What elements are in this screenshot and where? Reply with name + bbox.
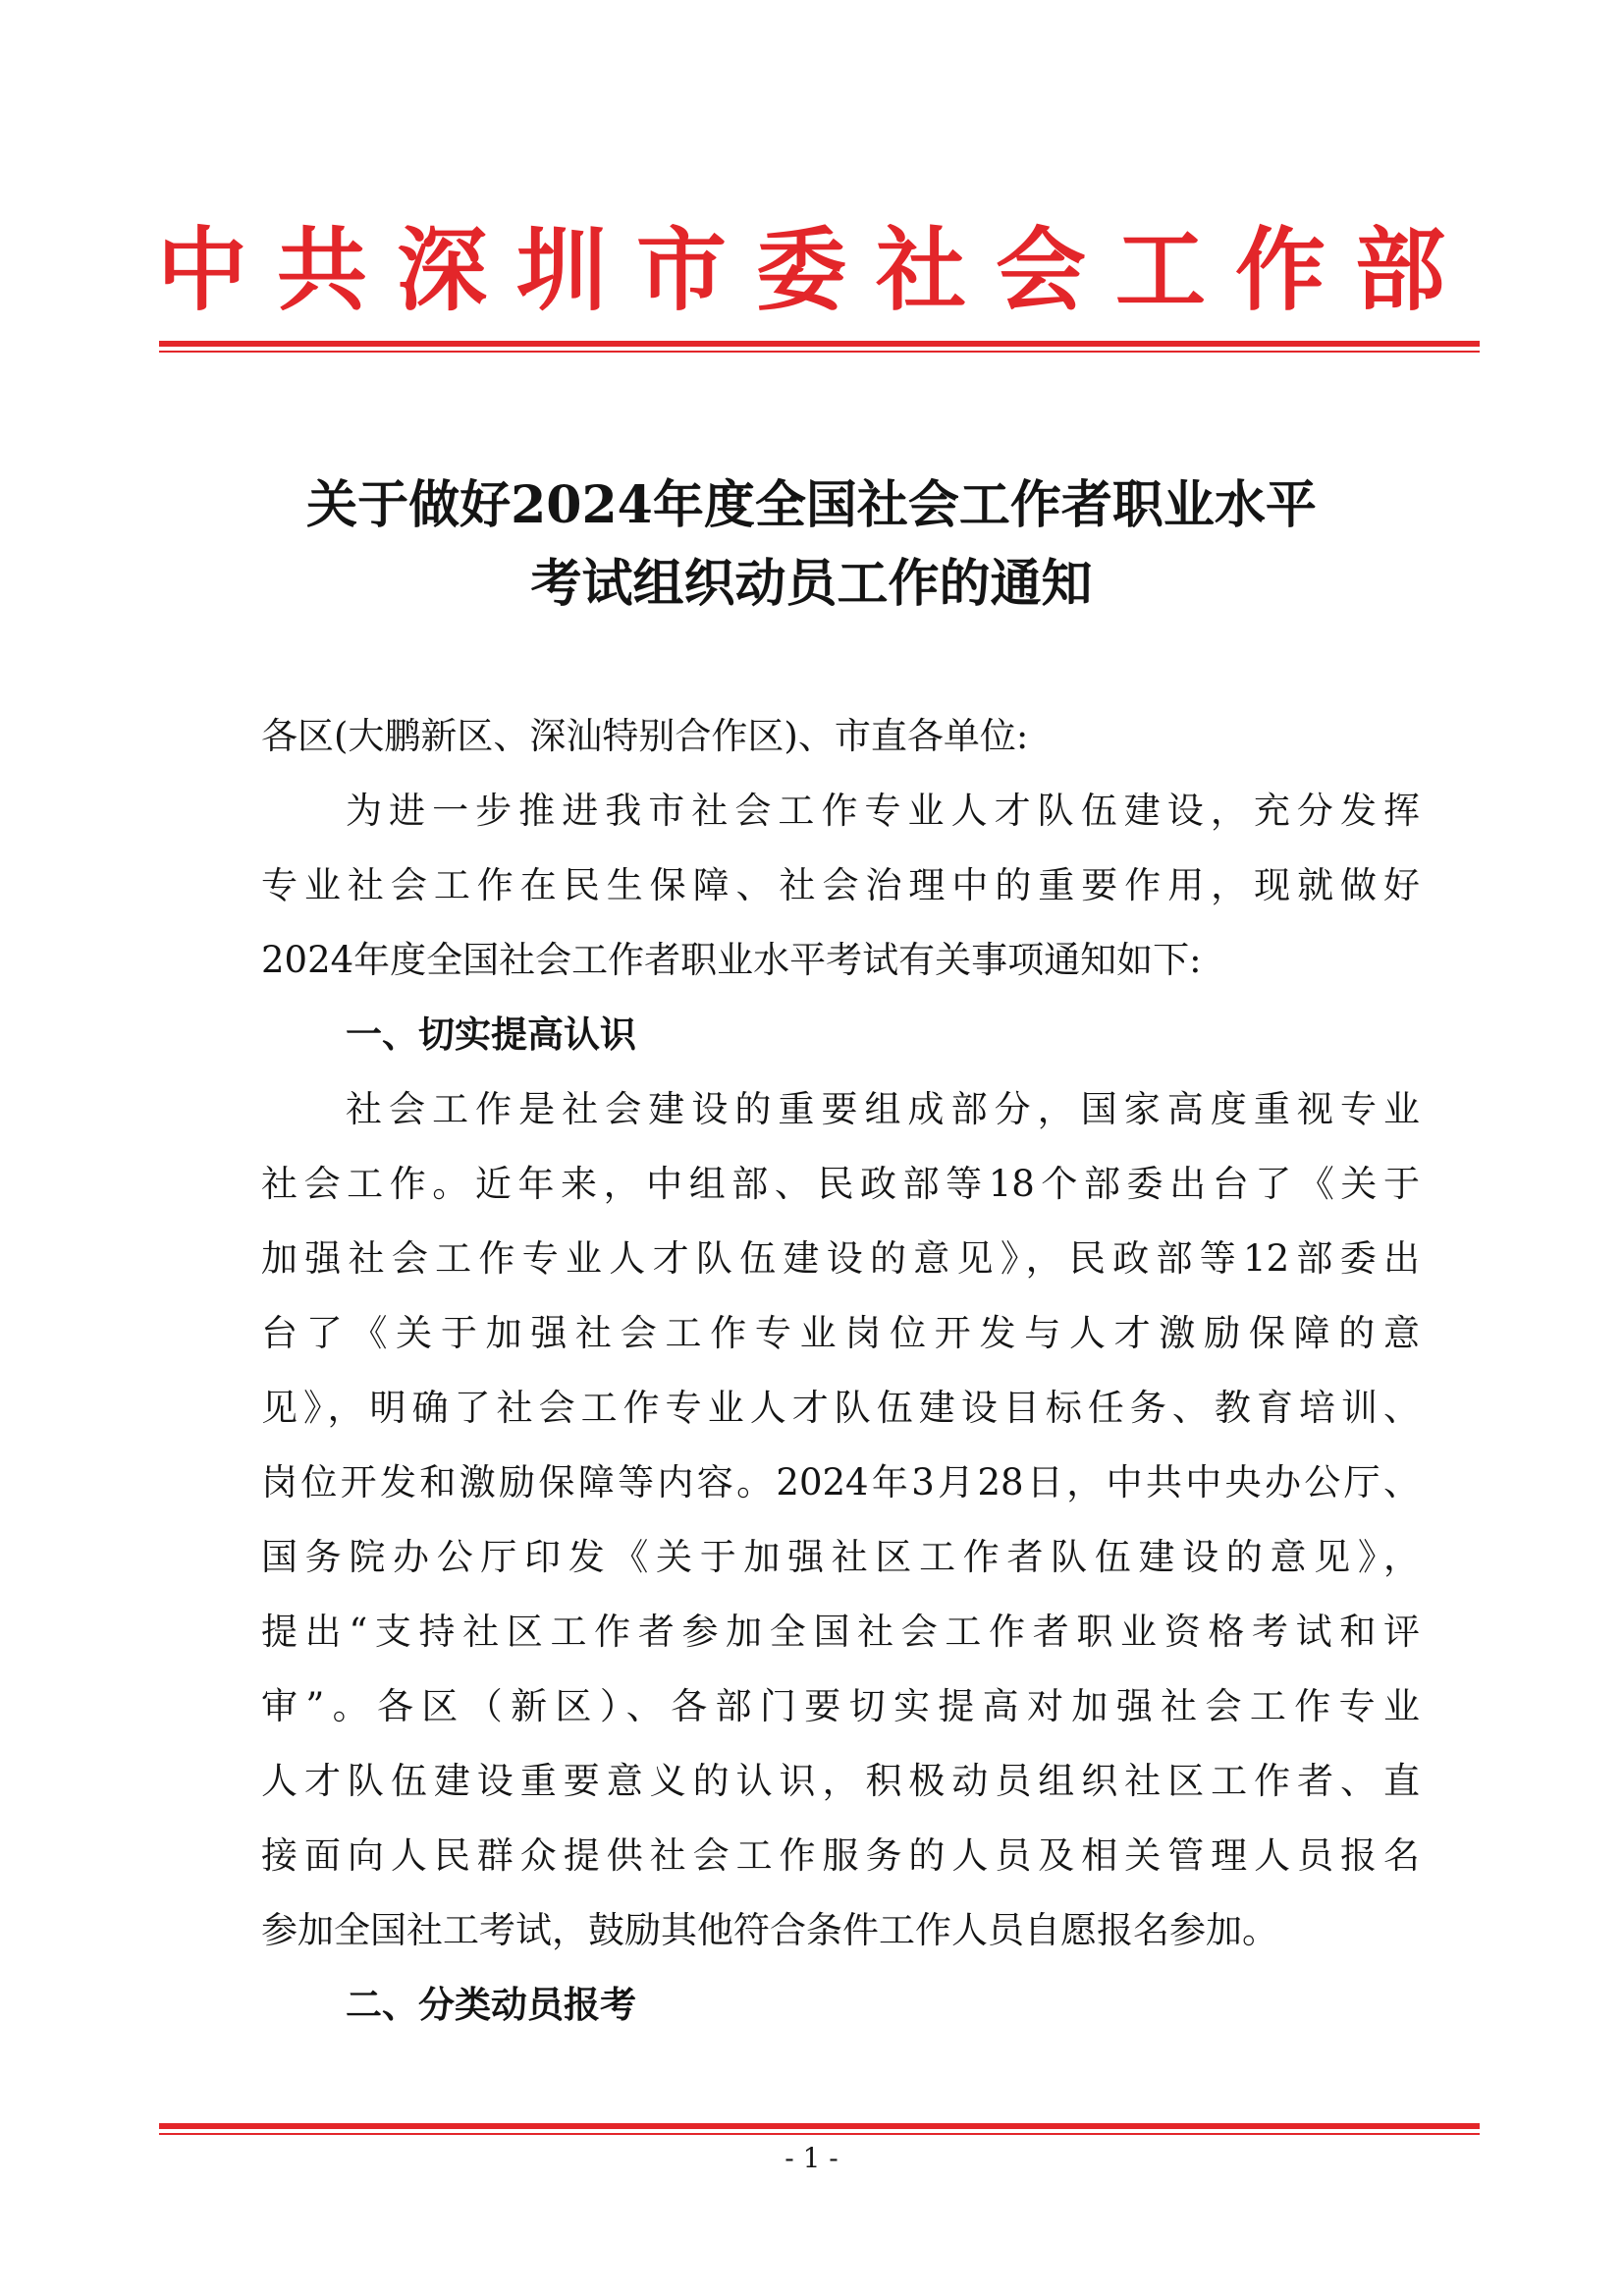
footer-divider [159,2123,1480,2135]
section1-line: 接面向人民群众提供社会工作服务的人员及相关管理人员报名 [261,1834,1420,1877]
section1-line: 国务院办公厅印发《关于加强社区工作者队伍建设的意见》， [261,1536,1420,1578]
section1-line: 提出“支持社区工作者参加全国社会工作者职业资格考试和评 [261,1611,1420,1653]
masthead-divider [159,341,1480,353]
section-heading-2: 二、分类动员报考 [346,1984,636,2026]
intro-line: 专业社会工作在民生保障、社会治理中的重要作用，现就做好 [261,864,1420,906]
section-heading-1: 一、切实提高认识 [346,1013,636,1056]
section1-line: 参加全国社工考试，鼓励其他符合条件工作人员自愿报名参加。 [261,1909,1278,1951]
section1-line: 人才队伍建设重要意义的认识，积极动员组织社区工作者、直 [261,1760,1420,1802]
page-number: - 1 - [784,2142,839,2174]
intro-line: 2024年度全国社会工作者职业水平考试有关事项通知如下: [261,939,1202,981]
section1-line: 岗位开发和激励保障等内容。2024年3月28日，中共中央办公厅、 [261,1461,1420,1503]
salutation: 各区(大鹏新区、深汕特别合作区)、市直各单位: [261,715,1029,757]
document-title [147,466,1476,624]
section1-line: 审”。各区（新区）、各部门要切实提高对加强社会工作专业 [261,1685,1420,1727]
document-title-line-1: 关于做好2024年度全国社会工作者职业水平 [306,475,1317,535]
intro-line: 为进一步推进我市社会工作专业人才队伍建设，充分发挥 [346,790,1420,832]
document-title-line-2: 考试组织动员工作的通知 [530,554,1093,614]
divider-thin-line [159,2133,1480,2135]
section1-line: 见》，明确了社会工作专业人才队伍建设目标任务、教育培训、 [261,1387,1420,1429]
section1-line: 社会工作是社会建设的重要组成部分，国家高度重视专业 [346,1088,1420,1130]
section1-line: 社会工作。近年来，中组部、民政部等18个部委出台了《关于 [261,1163,1420,1205]
section1-line: 加强社会工作专业人才队伍建设的意见》，民政部等12部委出 [261,1237,1420,1280]
section1-line: 台了《关于加强社会工作专业岗位开发与人才激励保障的意 [261,1312,1420,1354]
document-body [261,699,1420,2043]
divider-thin-line [159,351,1480,353]
masthead: 中共深圳市委社会工作部 [157,217,1476,323]
